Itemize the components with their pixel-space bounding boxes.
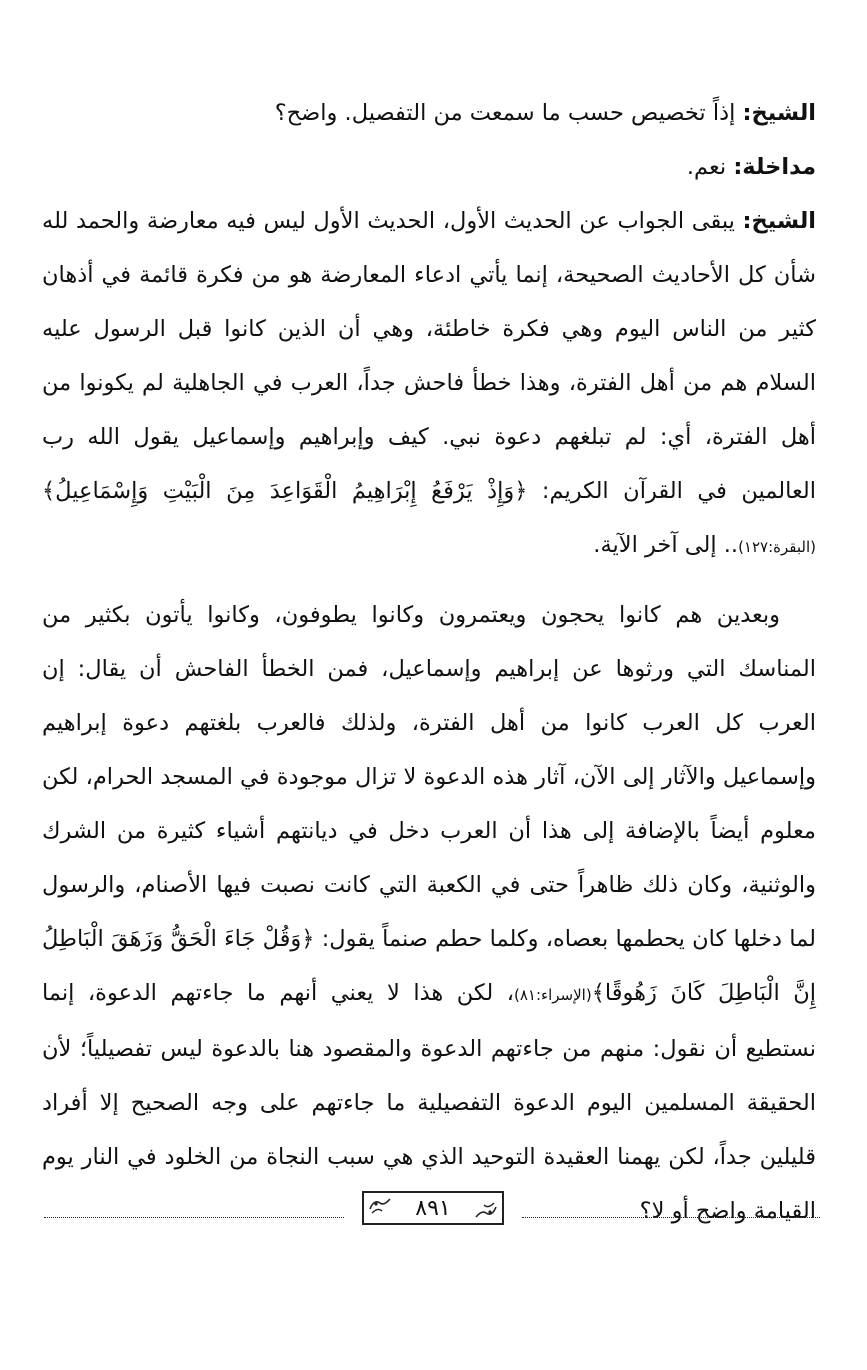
corner-ornament-icon bbox=[474, 1201, 498, 1221]
paragraph-text: وبعدين هم كانوا يحجون ويعتمرون وكانوا يطوفون، وكانوا يأتون بكثير من المناسك التي ورثوها عن إبراهيم وإسماعيل، فمن الخطأ الفاحش أن يقال: إن العرب كل العرب كانوا من أهل الفترة، ولذلك فالعرب بلغتهم دعوة إبراهيم وإسماعيل والآثار إلى الآن، آثار هذه الدعوة لا تزال موجودة في المسجد الحرام، لكن معلوم أيضاً بالإضافة إلى هذا أن العرب دخل في ديانتهم أشياء كثيرة من الشرك والوثنية، وكان ذلك ظاهراً حتى في الكعبة التي كانت نصبت فيها الأصنام، والرسول لما دخلها كان يحطمها بعصاه، وكلما حطم صنماً يقول: bbox=[42, 602, 816, 952]
document-body bbox=[42, 86, 816, 1238]
paragraph-text: إذاً تخصيص حسب ما سمعت من التفصيل. واضح؟ bbox=[274, 100, 743, 126]
speaker-label: مداخلة: bbox=[733, 154, 816, 180]
speaker-label: الشيخ: bbox=[742, 100, 816, 126]
quran-verse: ﴿وَإِذْ يَرْفَعُ إِبْرَاهِيمُ الْقَوَاعِدَ مِنَ الْبَيْتِ وَإِسْمَاعِيلُ﴾ bbox=[42, 478, 528, 504]
paragraph-interjection bbox=[42, 140, 816, 194]
page-footer bbox=[44, 1189, 820, 1229]
quran-verse: ﴿وَقُلْ جَاءَ الْحَقُّ وَزَهَقَ الْبَاطِلُ إِنَّ الْبَاطِلَ كَانَ زَهُوقًا﴾ bbox=[42, 926, 816, 1006]
verse-reference: (الإسراء:٨١) bbox=[514, 986, 592, 1004]
paragraph-text: .. إلى آخر الآية. bbox=[593, 532, 739, 558]
page-number-frame bbox=[362, 1191, 504, 1225]
paragraph-text: ، لكن هذا لا يعني أنهم ما جاءتهم الدعوة، إنما نستطيع أن نقول: منهم من جاءتهم الدعوة والمقصود هنا بالدعوة ليس تفصيلياً؛ لأن الحقيقة المسلمين اليوم الدعوة التفصيلية ما جاءتهم على وجه الصحيح إلا أفراد قليلين جداً، لكن يهمنا العقيدة التوحيد الذي هي سبب النجاة من الخلود في النار يوم القيامة واضح أو لا؟ bbox=[42, 980, 816, 1224]
paragraph-text: يبقى الجواب عن الحديث الأول، الحديث الأول ليس فيه معارضة والحمد لله شأن كل الأحاديث الصحيحة، إنما يأتي ادعاء المعارضة هو من فكرة قائمة في أذهان كثير من الناس اليوم وهي فكرة خاطئة، وهي أن الذين كانوا قبل الرسول عليه السلام هم من أهل الفترة، وهذا خطأ فاحش جداً، العرب في الجاهلية لم يكونوا من أهل الفترة، أي: لم تبلغهم دعوة نبي. كيف وإبراهيم وإسماعيل يقول الله رب العالمين في القرآن الكريم: bbox=[42, 208, 816, 504]
verse-reference: (البقرة:١٢٧) bbox=[738, 538, 816, 556]
page-number: ٨٩١ bbox=[415, 1196, 451, 1221]
footer-divider-left bbox=[44, 1217, 344, 1218]
paragraph-sheikh-question bbox=[42, 86, 816, 140]
footer-divider-right bbox=[522, 1217, 820, 1218]
paragraph-text: نعم. bbox=[686, 154, 734, 180]
paragraph-sheikh-answer bbox=[42, 194, 816, 574]
paragraph-continuation bbox=[42, 588, 816, 1238]
speaker-label: الشيخ: bbox=[742, 208, 816, 234]
